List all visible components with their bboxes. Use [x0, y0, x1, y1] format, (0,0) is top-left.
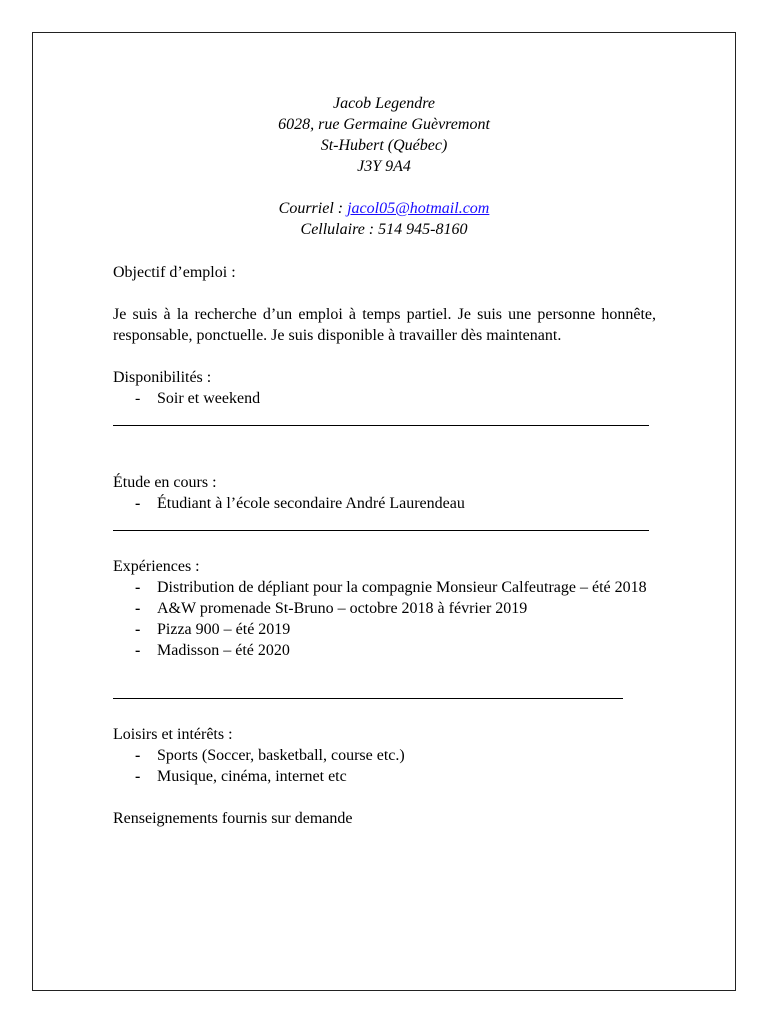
experience-item: Distribution de dépliant pour la compagnie Monsieur Calfeutrage – été 2018	[157, 579, 647, 596]
list-item	[113, 745, 656, 766]
bullet-dash: -	[135, 390, 141, 407]
phone-line: Cellulaire : 514 945-8160	[300, 221, 468, 238]
list-item	[113, 388, 656, 409]
bullet-dash: -	[135, 579, 141, 596]
bullet-dash: -	[135, 642, 141, 659]
availability-list	[113, 388, 656, 409]
bullet-dash: -	[135, 768, 141, 785]
applicant-name: Jacob Legendre	[332, 95, 436, 112]
objective-heading: Objectif d’emploi :	[113, 264, 236, 281]
list-item	[113, 598, 656, 619]
list-item	[113, 766, 656, 787]
hobbies-list	[113, 745, 656, 787]
contact-header	[0, 93, 768, 240]
objective-text: Je suis à la recherche d’un emploi à temps partiel. Je suis une personne honnête, responsable, ponctuelle. Je suis disponible à travailler dès maintenant.	[113, 306, 656, 344]
list-item	[113, 640, 656, 661]
bullet-dash: -	[135, 747, 141, 764]
postal-code: J3Y 9A4	[357, 158, 411, 175]
experience-item: Madisson – été 2020	[157, 642, 290, 659]
studies-item: Étudiant à l’école secondaire André Laurendeau	[157, 495, 465, 512]
studies-list	[113, 493, 656, 514]
bullet-dash: -	[135, 600, 141, 617]
references-note: Renseignements fournis sur demande	[113, 810, 353, 827]
section-divider	[113, 682, 656, 703]
list-item	[113, 619, 656, 640]
experience-list	[113, 577, 656, 661]
experience-item: A&W promenade St-Bruno – octobre 2018 à février 2019	[157, 600, 528, 617]
availability-heading: Disponibilités :	[113, 369, 212, 386]
experience-heading: Expériences :	[113, 558, 200, 575]
hobbies-heading: Loisirs et intérêts :	[113, 726, 233, 743]
resume-body	[113, 262, 656, 829]
email-label: Courriel :	[278, 200, 348, 217]
hobbies-item: Sports (Soccer, basketball, course etc.)	[157, 747, 405, 764]
section-divider	[113, 514, 656, 535]
bullet-dash: -	[135, 621, 141, 638]
city-address: St-Hubert (Québec)	[320, 137, 448, 154]
studies-heading: Étude en cours :	[113, 474, 217, 491]
list-item	[113, 493, 656, 514]
section-divider	[113, 409, 656, 430]
bullet-dash: -	[135, 495, 141, 512]
hobbies-item: Musique, cinéma, internet etc	[157, 768, 347, 785]
email-link[interactable]: jacol05@hotmail.com	[347, 200, 490, 217]
list-item	[113, 577, 656, 598]
availability-item: Soir et weekend	[157, 390, 261, 407]
experience-item: Pizza 900 – été 2019	[157, 621, 291, 638]
email-line	[0, 198, 768, 219]
street-address: 6028, rue Germaine Guèvremont	[278, 116, 490, 133]
